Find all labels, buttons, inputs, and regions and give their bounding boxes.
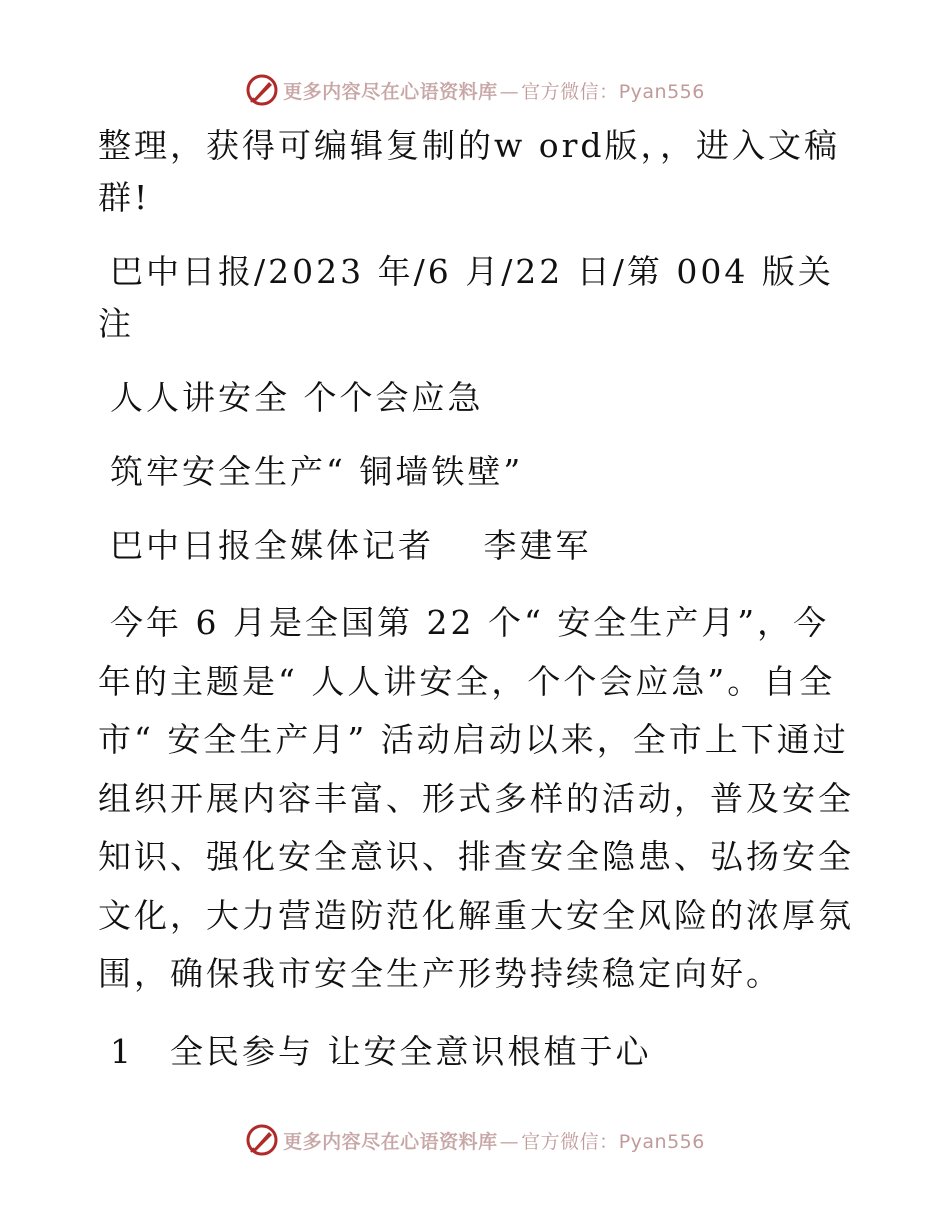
source-line: 巴中日报/2023 年/6 月/22 日/第 004 版关注 — [98, 252, 834, 343]
headline-1: 人人讲安全 个个会应急 — [110, 378, 484, 417]
top-watermark-banner — [0, 70, 950, 110]
section-heading: 1 全民参与 让安全意识根植于心 — [110, 1031, 652, 1071]
bottom-watermark-banner — [0, 1120, 950, 1160]
watermark-wechat-label: 官方微信： — [521, 1130, 619, 1153]
watermark-separator: — — [499, 80, 520, 103]
body-paragraph: 今年 6 月是全国第 22 个“ 安全生产月”，今年的主题是“ 人人讲安全，个个会应急”。自全市“ 安全生产月” 活动启动以来，全市上下通过组织开展内容丰富、形式多样的活动，普及安全知识、强化安全意识、排查安全隐患、弘扬安全文化，大力营造防范化解重大安全风险的浓厚氛围，确保我市安全生产形势持续稳定向好。 — [98, 603, 854, 993]
watermark-wechat-id: Pyan556 — [618, 80, 705, 103]
intro-paragraph: 整理，获得可编辑复制的w ord版，，进入文稿群! — [98, 126, 841, 217]
watermark-separator: — — [499, 1130, 520, 1153]
watermark-wechat-label: 官方微信： — [521, 80, 619, 103]
watermark-text — [283, 1127, 705, 1154]
feather-pen-logo-icon — [245, 73, 279, 107]
watermark-site-text: 更多内容尽在心语资料库 — [283, 80, 498, 103]
feather-pen-logo-icon — [245, 1123, 279, 1157]
watermark-wechat-id: Pyan556 — [618, 1130, 705, 1153]
headline-2: 筑牢安全生产“ 铜墙铁壁” — [110, 452, 524, 491]
watermark-site-text: 更多内容尽在心语资料库 — [283, 1130, 498, 1153]
document-body — [98, 120, 858, 1078]
byline: 巴中日报全媒体记者 李建军 — [110, 526, 592, 565]
watermark-text — [283, 77, 705, 104]
